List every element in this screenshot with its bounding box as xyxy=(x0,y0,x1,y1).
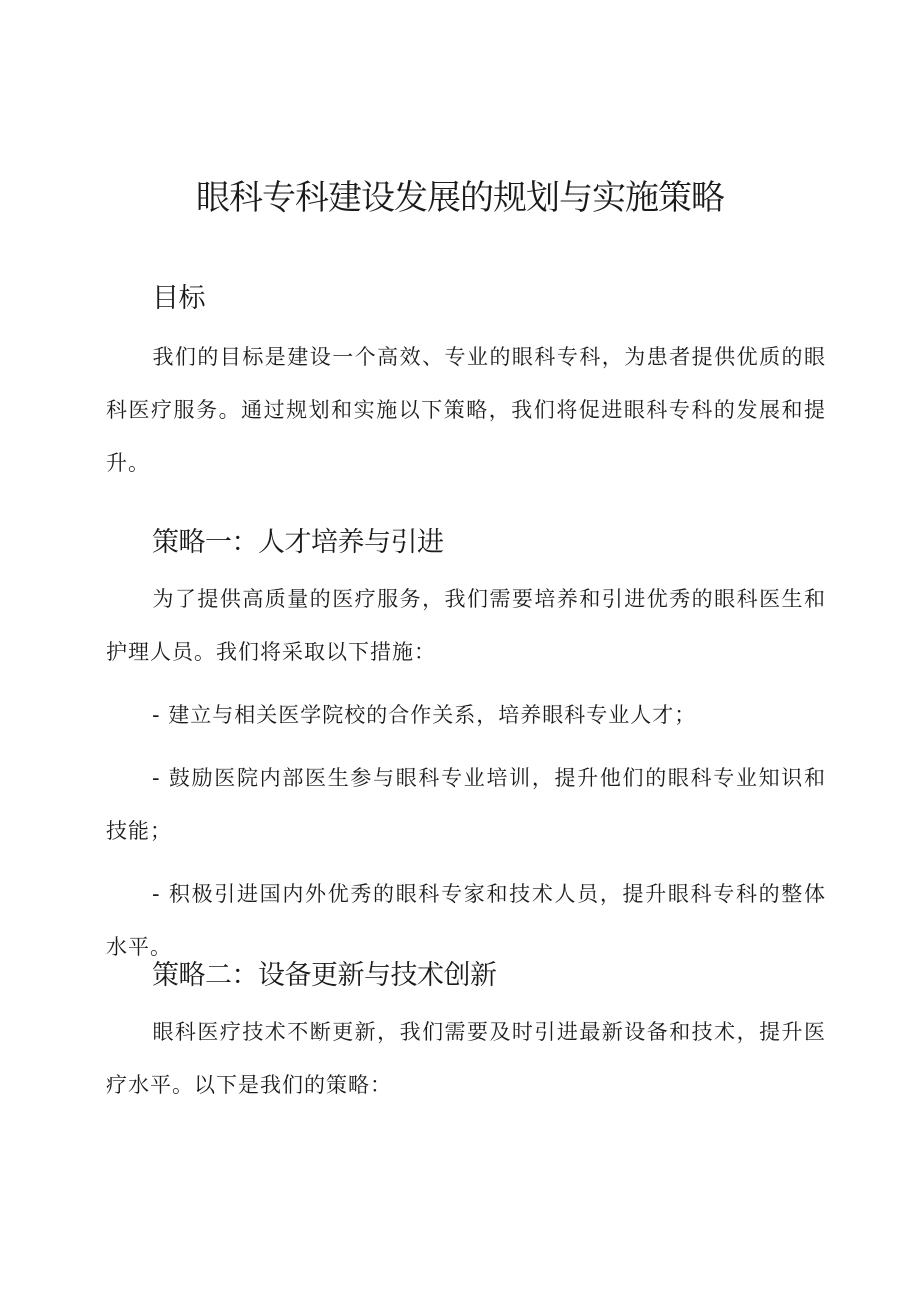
section-heading-goal: 目标 xyxy=(152,283,205,314)
section-heading-strategy-two: 策略二：设备更新与技术创新 xyxy=(152,960,497,991)
strategy-one-intro xyxy=(106,573,826,679)
strategy-one-bullet-2 xyxy=(106,752,826,858)
strategy-two-intro-text: 眼科医疗技术不断更新，我们需要及时引进最新设备和技术，提升医疗水平。以下是我们的策略： xyxy=(106,1020,826,1097)
document-title: 眼科专科建设发展的规划与实施策略 xyxy=(196,178,724,218)
section-strategy-one xyxy=(106,523,826,974)
section-strategy-two xyxy=(106,956,826,1112)
goal-paragraph xyxy=(106,331,826,490)
section-heading-strategy-one: 策略一：人才培养与引进 xyxy=(152,527,444,558)
strategy-two-intro xyxy=(106,1006,826,1112)
section-goal xyxy=(106,279,826,490)
strategy-one-bullet-3-text: - 积极引进国内外优秀的眼科专家和技术人员，提升眼科专科的整体水平。 xyxy=(106,882,826,959)
strategy-one-bullet-1-text: - 建立与相关医学院校的合作关系，培养眼科专业人才； xyxy=(152,703,697,727)
strategy-one-bullet-2-text: - 鼓励医院内部医生参与眼科专业培训，提升他们的眼科专业知识和技能； xyxy=(106,766,826,843)
strategy-one-bullet-1 xyxy=(106,689,826,742)
strategy-one-intro-text: 为了提供高质量的医疗服务，我们需要培养和引进优秀的眼科医生和护理人员。我们将采取以下措施： xyxy=(106,587,826,664)
goal-paragraph-text: 我们的目标是建设一个高效、专业的眼科专科，为患者提供优质的眼科医疗服务。通过规划和实施以下策略，我们将促进眼科专科的发展和提升。 xyxy=(106,345,826,475)
